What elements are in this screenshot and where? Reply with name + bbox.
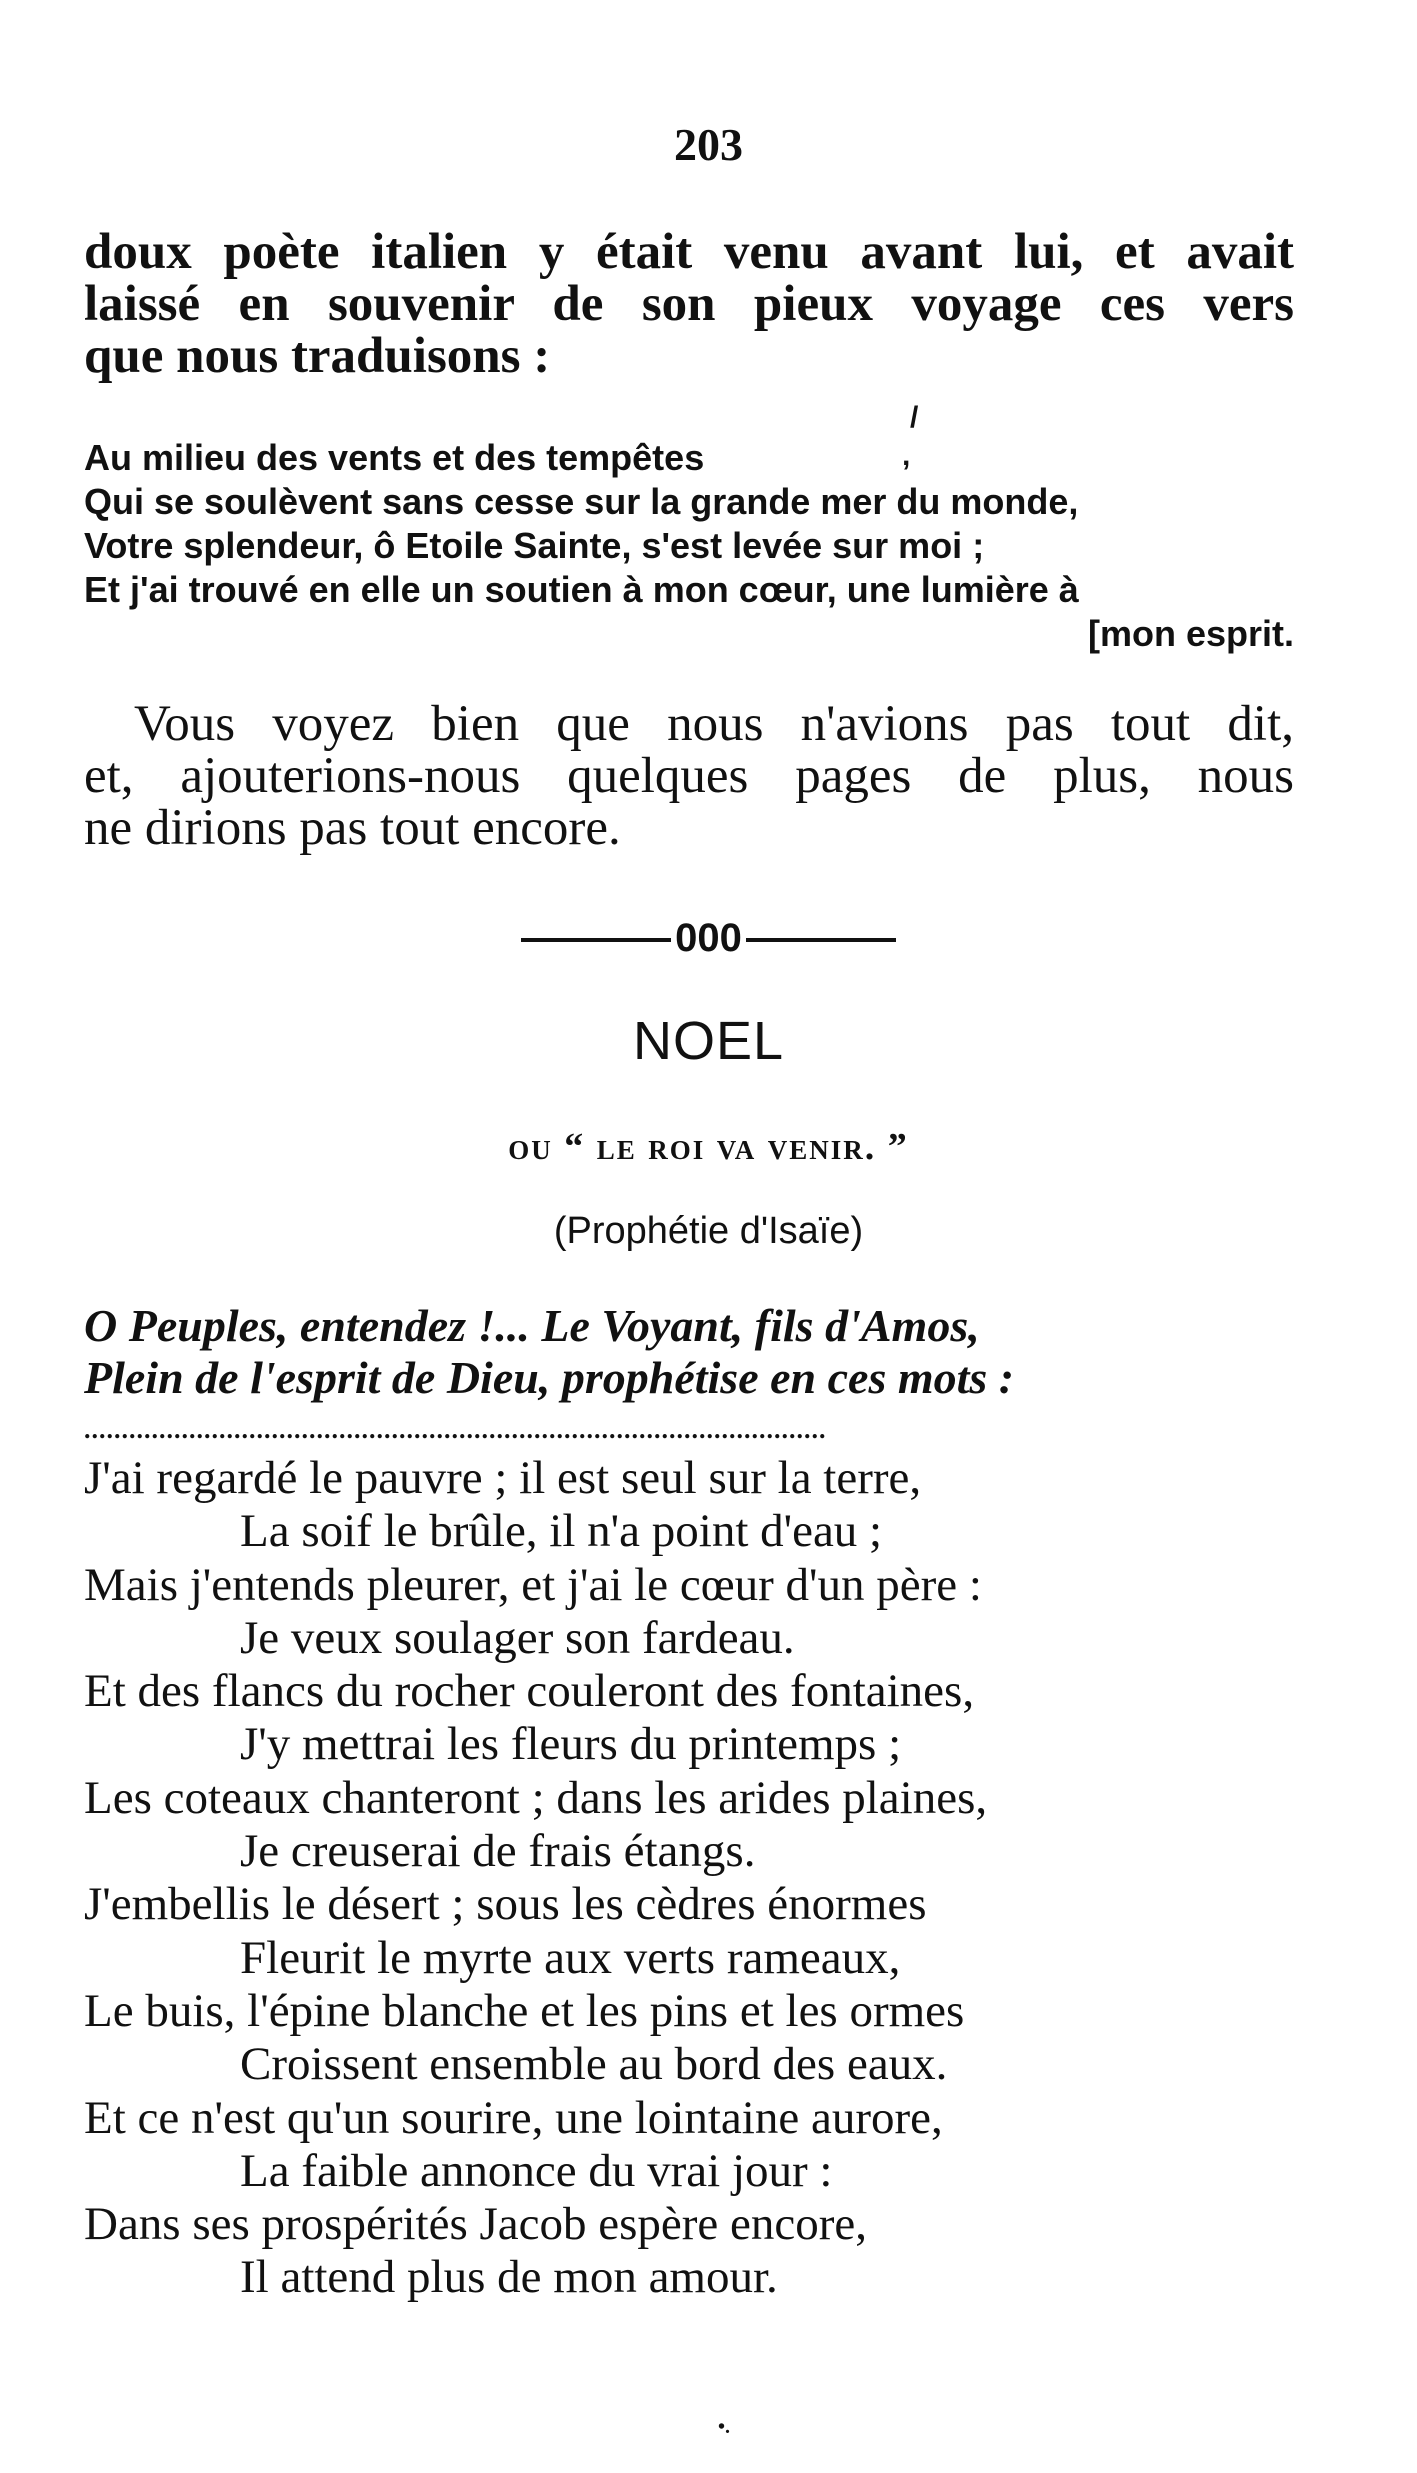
section-title: NOEL <box>632 1011 785 1071</box>
verse-line: Qui se soulèvent sans cesse sur la grande mer du monde, <box>84 481 1079 522</box>
poem-line: Dans ses prospérités Jacob espère encore, <box>84 2198 868 2251</box>
poem-line: Fleurit le myrte aux verts rameaux, <box>240 1931 901 1984</box>
paragraph-line: que nous traduisons : <box>84 328 551 384</box>
poem-line: J'embellis le désert ; sous les cèdres énormes <box>84 1878 927 1931</box>
poem-line: J'y mettrai les fleurs du printemps ; <box>240 1718 902 1771</box>
paragraph-line: doux poète italien y était venu avant lui, et avait <box>84 224 1294 280</box>
poem-line: Je veux soulager son fardeau. <box>240 1611 795 1664</box>
paragraph-2 <box>84 698 1294 854</box>
stray-mark: , <box>902 439 911 472</box>
section-subtitle: ou “ le roi va venir. ” <box>508 1126 909 1168</box>
verse-line: Votre splendeur, ô Etoile Sainte, s'est levée sur moi ; <box>84 525 985 566</box>
quoted-verse <box>84 401 1294 656</box>
section-divider <box>0 918 1417 958</box>
poem-line: Croissent ensemble au bord des eaux. <box>240 2038 948 2091</box>
verse-line: Au milieu des vents et des tempêtes <box>84 437 705 478</box>
paragraph-line: Vous voyez bien que nous n'avions pas tout dit, <box>134 696 1294 752</box>
poem-line: Et des flancs du rocher couleront des fontaines, <box>84 1665 975 1718</box>
dotted-separator: ................................................................................................... <box>84 1420 827 1440</box>
poem-intro <box>84 1300 1294 1404</box>
intro-line: O Peuples, entendez !... Le Voyant, fils d'Amos, <box>84 1300 980 1351</box>
poem-line: Les coteaux chanteront ; dans les arides plaines, <box>84 1771 988 1824</box>
footer-mark: •. <box>718 2416 731 2438</box>
paragraph-line: ne dirions pas tout encore. <box>84 800 621 856</box>
poem-line: Le buis, l'épine blanche et les pins et les ormes <box>84 1984 965 2037</box>
poem-line: Je creuserai de frais étangs. <box>240 1825 756 1878</box>
page-number: 203 <box>674 119 743 170</box>
poem-line: Et ce n'est qu'un sourire, une lointaine aurore, <box>84 2091 943 2144</box>
poem-line: La soif le brûle, il n'a point d'eau ; <box>240 1505 883 1558</box>
poem-line: Il attend plus de mon amour. <box>240 2251 778 2304</box>
intro-line: Plein de l'esprit de Dieu, prophétise en ces mots : <box>84 1352 1015 1403</box>
section-source: (Prophétie d'Isaïe) <box>553 1210 864 1252</box>
poem-line: J'ai regardé le pauvre ; il est seul sur la terre, <box>84 1452 922 1504</box>
verse-line: Et j'ai trouvé en elle un soutien à mon cœur, une lumière à <box>84 569 1079 610</box>
divider-rule-right <box>746 938 896 942</box>
paragraph-1 <box>84 226 1294 382</box>
verse-continuation: [mon esprit. <box>1087 613 1294 654</box>
stray-mark: / <box>910 401 919 434</box>
paragraph-line: et, ajouterions-nous quelques pages de plus, nous <box>84 748 1294 804</box>
divider-ornament: 000 <box>675 916 742 960</box>
divider-rule-left <box>521 938 671 942</box>
poem-line: La faible annonce du vrai jour : <box>240 2144 833 2197</box>
poem <box>84 1452 1324 2305</box>
paragraph-line: laissé en souvenir de son pieux voyage ces vers <box>84 276 1294 332</box>
poem-line: Mais j'entends pleurer, et j'ai le cœur d'un père : <box>84 1558 982 1611</box>
